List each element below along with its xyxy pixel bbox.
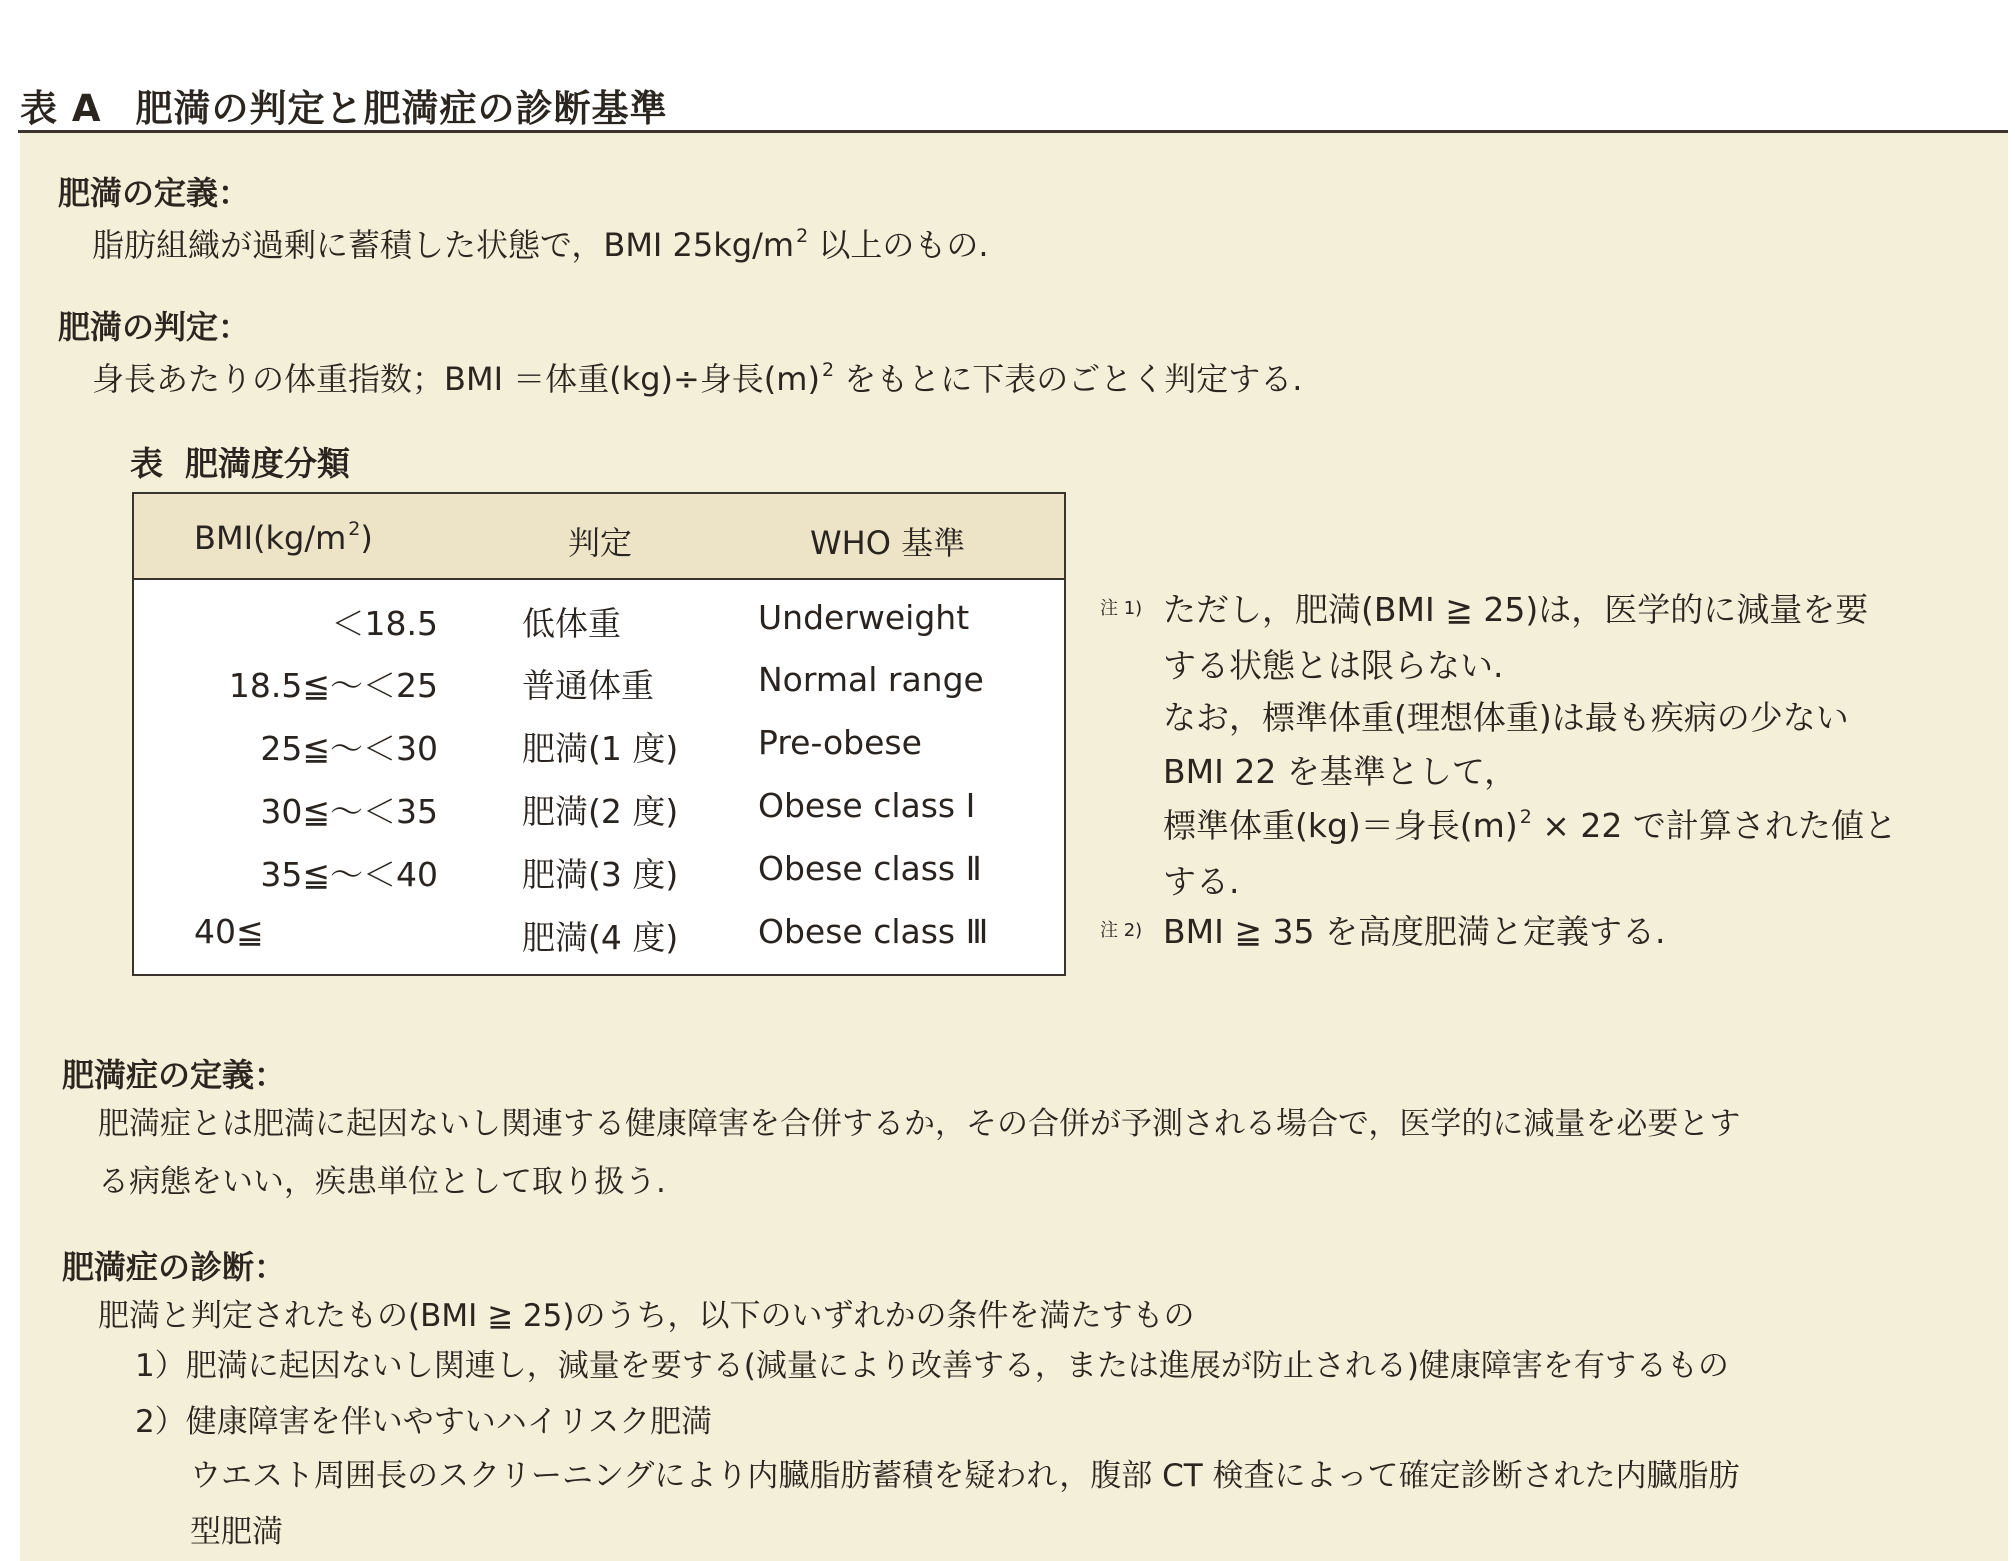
title-prefix: 表 A xyxy=(20,87,102,130)
obesity-judgement-text xyxy=(92,354,1302,400)
diagnosis-item1: 1）肥満に起因ないし関連し，減量を要する(減量により改善する，または進展が防止される)健康障害を有するもの xyxy=(135,1348,1729,1384)
obesity-judgement-text-after: をもとに下表のごとく判定する. xyxy=(844,360,1303,398)
obesity-definition-heading: 肥満の定義： xyxy=(58,174,251,212)
obesity-judgement-heading: 肥満の判定： xyxy=(58,308,251,346)
cell-who: Obese class Ⅲ xyxy=(758,912,989,951)
note2-text: BMI ≧ 35 を高度肥満と定義する. xyxy=(1163,912,1666,951)
disease-definition-line: る病態をいい，疾患単位として取り扱う. xyxy=(98,1164,666,1200)
table-row xyxy=(134,912,1064,974)
title-text: 肥満の判定と肥満症の診断基準 xyxy=(135,87,668,130)
header-bmi-close: ) xyxy=(360,519,373,557)
cell-bmi: 18.5≦～＜25 xyxy=(228,666,438,705)
cell-bmi: 30≦～＜35 xyxy=(260,792,438,831)
cell-who: Obese class Ⅱ xyxy=(758,849,982,888)
header-judgement: 判定 xyxy=(568,524,633,562)
note1-formula xyxy=(1163,800,1897,847)
cell-judgement: 肥満(4 度) xyxy=(522,918,679,957)
table-row xyxy=(134,786,1064,848)
obesity-judgement-text-before: 身長あたりの体重指数；BMI ＝体重(kg)÷身長(m) xyxy=(92,360,820,398)
cell-judgement: 肥満(3 度) xyxy=(522,855,679,894)
obesity-definition-text-before: 脂肪組織が過剰に蓄積した状態で，BMI 25kg/m xyxy=(92,226,795,264)
header-who: WHO 基準 xyxy=(810,524,966,562)
cell-bmi: 25≦～＜30 xyxy=(260,729,438,768)
cell-bmi: ＜18.5 xyxy=(331,604,438,643)
note1-mark: 注 1) xyxy=(1100,598,1143,619)
obesity-definition-text xyxy=(92,220,989,266)
disease-definition-heading: 肥満症の定義： xyxy=(62,1056,287,1094)
cell-bmi: 35≦～＜40 xyxy=(260,855,438,894)
table-caption-text: 肥満度分類 xyxy=(185,444,350,483)
note2-mark: 注 2) xyxy=(1100,920,1143,941)
note1-line: ただし，肥満(BMI ≧ 25)は，医学的に減量を要 xyxy=(1163,590,1869,629)
table-caption-prefix: 表 xyxy=(130,444,163,483)
cell-who: Normal range xyxy=(758,660,984,699)
cell-who: Pre-obese xyxy=(758,723,922,762)
cell-judgement: 肥満(1 度) xyxy=(522,729,679,768)
obesity-judgement-sup: 2 xyxy=(821,359,835,381)
note1-line: BMI 22 を基準として， xyxy=(1163,752,1518,791)
table-row xyxy=(134,660,1064,722)
obesity-classification-table xyxy=(132,492,1066,976)
cell-judgement: 低体重 xyxy=(522,604,621,643)
diagnosis-item2-detail: ウエスト周囲長のスクリーニングにより内臓脂肪蓄積を疑われ，腹部 CT 検査によって確定診断された内臓脂肪 xyxy=(190,1458,1740,1494)
table-header xyxy=(134,494,1064,580)
header-bmi xyxy=(194,518,373,557)
note1-last: する. xyxy=(1163,862,1240,901)
cell-who: Underweight xyxy=(758,598,970,637)
cell-who: Obese class Ⅰ xyxy=(758,786,976,825)
diagnosis-heading: 肥満症の診断： xyxy=(62,1248,287,1286)
cell-judgement: 普通体重 xyxy=(522,666,654,705)
table-caption xyxy=(130,438,350,485)
table-row xyxy=(134,849,1064,911)
note1-formula-before: 標準体重(kg)＝身長(m) xyxy=(1163,806,1518,845)
diagnosis-item2: 2）健康障害を伴いやすいハイリスク肥満 xyxy=(135,1404,713,1440)
note1-formula-after: × 22 で計算された値と xyxy=(1531,806,1897,845)
note1-line: なお，標準体重(理想体重)は最も疾病の少ない xyxy=(1163,698,1849,737)
header-bmi-label: BMI(kg/m xyxy=(194,519,347,557)
table-row xyxy=(134,723,1064,785)
cell-judgement: 肥満(2 度) xyxy=(522,792,679,831)
note1-formula-sup: 2 xyxy=(1519,806,1532,828)
table-row xyxy=(134,598,1064,660)
diagnosis-item2-detail: 型肥満 xyxy=(190,1514,283,1550)
note1-line: する状態とは限らない. xyxy=(1163,646,1504,685)
page-title xyxy=(20,78,668,132)
obesity-definition-sup: 2 xyxy=(796,225,809,247)
disease-definition-line: 肥満症とは肥満に起因ないし関連する健康障害を合併するか，その合併が予測される場合で，医学的に減量を必要とす xyxy=(98,1106,1741,1142)
cell-bmi: 40≦ xyxy=(194,912,264,951)
diagnosis-intro: 肥満と判定されたもの(BMI ≧ 25)のうち，以下のいずれかの条件を満たすもの xyxy=(98,1298,1195,1334)
obesity-definition-text-after: 以上のもの. xyxy=(818,226,989,264)
header-bmi-sup: 2 xyxy=(348,518,361,540)
